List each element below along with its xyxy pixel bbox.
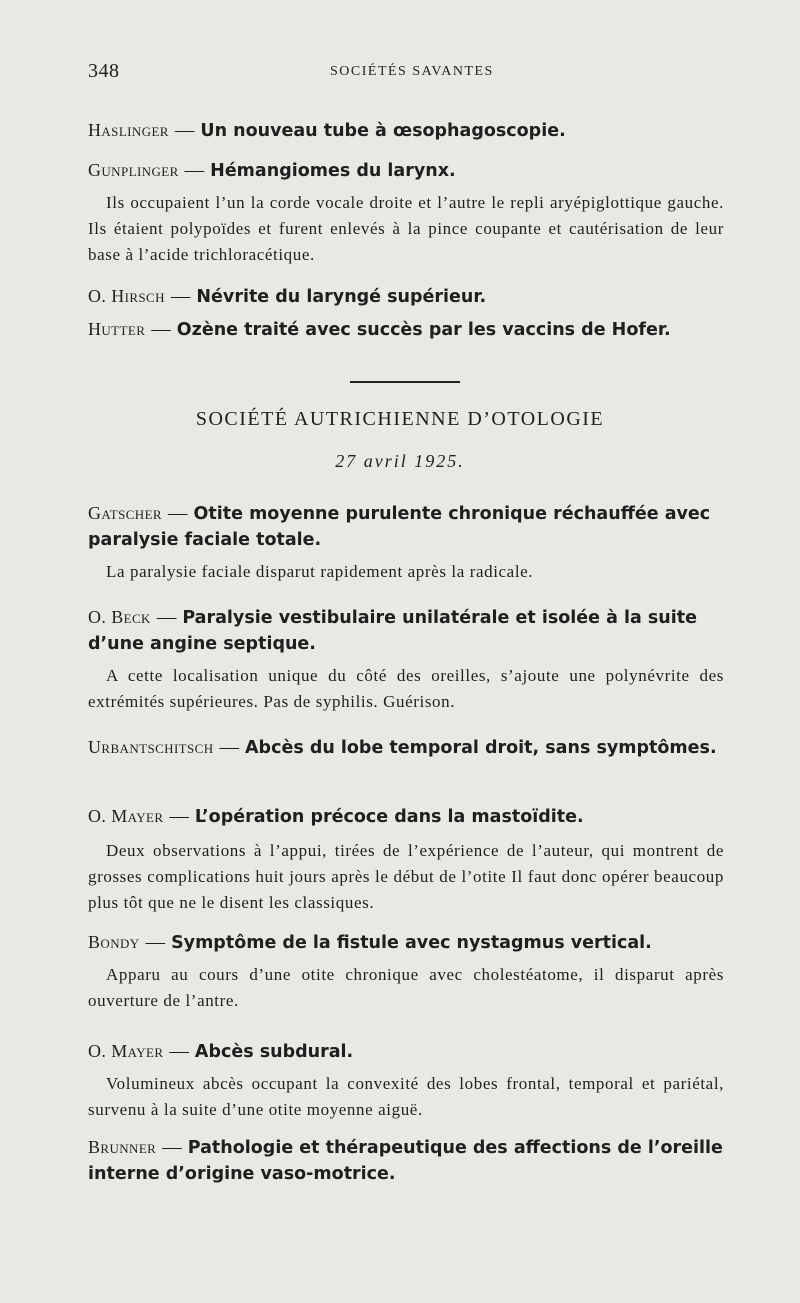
entry-title: Ozène traité avec succès par les vaccins de Hofer. bbox=[176, 320, 671, 340]
entry-text: Apparu au cours d’une otite chronique avec cholestéatome, il disparut après ouverture de l’antre. bbox=[88, 965, 724, 1010]
entry-title: L’opération précoce dans la mastoïdite. bbox=[194, 807, 584, 827]
page-header bbox=[88, 60, 708, 90]
entry-haslinger: Haslinger — Un nouveau tube à œsophagoscopie. bbox=[88, 120, 566, 141]
entry-text: A cette localisation unique du côté des oreilles, s’ajoute une polynévrite des extrémités supérieures. Pas de syphilis. Guérison. bbox=[88, 666, 724, 711]
entry-title: Otite moyenne purulente chronique réchauffée avec paralysie faciale totale. bbox=[88, 504, 711, 550]
entry-beck: O. Beck — Paralysie vestibulaire unilatérale et isolée à la suite d’une angine septique. A cette localisation unique du côté des oreilles, s’ajoute une polynévrite des extrémités supérieures. Pas de syphilis. Guérison. bbox=[88, 604, 724, 715]
entry-author: Gunplinger bbox=[88, 160, 179, 180]
entry-title: Un nouveau tube à œsophagoscopie. bbox=[200, 121, 566, 141]
entry-author: O. Beck bbox=[88, 607, 151, 627]
entry-title: Abcès du lobe temporal droit, sans symptômes. bbox=[245, 738, 717, 758]
entry-text: Deux observations à l’appui, tirées de l’expérience de l’auteur, qui montrent de grosses complications huit jours après le début de l’otite Il faut donc opérer beaucoup plus tôt que ne le disent les classiques. bbox=[88, 841, 724, 912]
entry-title: Pathologie et thérapeutique des affections de l’oreille interne d’origine vaso-motrice. bbox=[88, 1138, 723, 1184]
entry-title: Abcès subdural. bbox=[194, 1042, 354, 1062]
entry-title: Hémangiomes du larynx. bbox=[210, 161, 456, 181]
entry-author: O. Mayer bbox=[88, 1041, 164, 1061]
entry-title: Symptôme de la fistule avec nystagmus vertical. bbox=[171, 933, 652, 953]
entry-title: Névrite du laryngé supérieur. bbox=[196, 287, 487, 307]
entry-gunplinger: Gunplinger — Hémangiomes du larynx. Ils occupaient l’un la corde vocale droite et l’autre le repli aryépiglottique gauche. Ils étaient polypoïdes et furent enlevés à la pince coupante et cautérisation de leur base à l’acide trichloracétique. bbox=[88, 157, 724, 268]
entry-hirsch: O. Hirsch — Névrite du laryngé supérieur. bbox=[88, 286, 487, 307]
running-title: SOCIÉTÉS SAVANTES bbox=[330, 64, 494, 79]
page-number: 348 bbox=[88, 60, 120, 82]
entry-text: La paralysie faciale disparut rapidement après la radicale. bbox=[106, 562, 534, 581]
entry-title: Paralysie vestibulaire unilatérale et isolée à la suite d’une angine septique. bbox=[88, 608, 697, 654]
section-divider bbox=[350, 381, 460, 383]
entry-hutter: Hutter — Ozène traité avec succès par les vaccins de Hofer. bbox=[88, 319, 671, 340]
entry-author: O. Hirsch bbox=[88, 286, 165, 306]
entry-mayer-mastoidite: O. Mayer — L’opération précoce dans la mastoïdite. Deux observations à l’appui, tirées de l’expérience de l’auteur, qui montrent de grosses complications huit jours après le début de l’otite Il faut donc opérer beaucoup plus tôt que ne le disent les classiques. bbox=[88, 803, 724, 916]
entry-author: Bondy bbox=[88, 932, 140, 952]
entry-author: O. Mayer bbox=[88, 806, 164, 826]
entry-author: Hutter bbox=[88, 319, 146, 339]
entry-author: Brunner bbox=[88, 1137, 157, 1157]
entry-text: Volumineux abcès occupant la convexité des lobes frontal, temporal et pariétal, survenu à la suite d’une otite moyenne aiguë. bbox=[88, 1074, 724, 1119]
session-date: 27 avril 1925. bbox=[335, 451, 465, 471]
entry-author: Haslinger bbox=[88, 120, 169, 140]
entry-brunner: Brunner — Pathologie et thérapeutique des affections de l’oreille interne d’origine vaso-motrice. bbox=[88, 1137, 723, 1184]
entry-text: Ils occupaient l’un la corde vocale droite et l’autre le repli aryépiglottique gauche. Ils étaient polypoïdes et furent enlevés à la pince coupante et cautérisation de leur base à l’acide trichloracétique. bbox=[88, 193, 724, 264]
society-heading: SOCIÉTÉ AUTRICHIENNE D’OTOLOGIE bbox=[195, 408, 605, 430]
entry-bondy: Bondy — Symptôme de la fistule avec nystagmus vertical. Apparu au cours d’une otite chronique avec cholestéatome, il disparut après ouverture de l’antre. bbox=[88, 929, 724, 1014]
entry-gatscher: Gatscher — Otite moyenne purulente chronique réchauffée avec paralysie faciale totale. La paralysie faciale disparut rapidement après la radicale. bbox=[88, 500, 724, 585]
entry-author: Urbantschitsch bbox=[88, 737, 214, 757]
entry-urbantschitsch: Urbantschitsch — Abcès du lobe temporal droit, sans symptômes. bbox=[88, 737, 717, 758]
entry-mayer-subdural: O. Mayer — Abcès subdural. Volumineux abcès occupant la convexité des lobes frontal, temporal et pariétal, survenu à la suite d’une otite moyenne aiguë. bbox=[88, 1038, 724, 1123]
entry-author: Gatscher bbox=[88, 503, 162, 523]
